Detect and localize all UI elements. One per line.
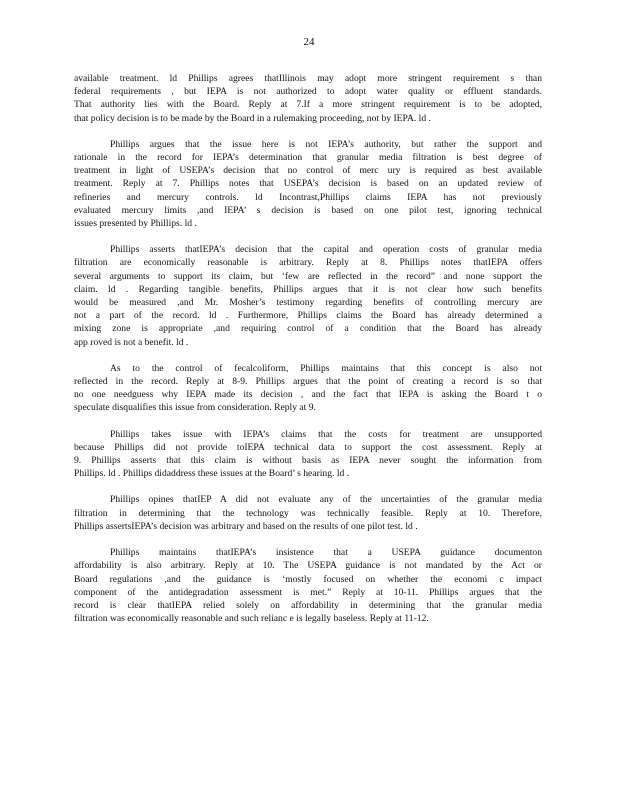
text-line: Phillips assertsIEPA’s decision was arbitrary and based on the results of one pilot test. ld . [74,520,418,532]
text-line: filtration in determining that the technology was technically feasible. Reply at 10. Therefore, [74,507,542,519]
body-paragraph [74,428,542,481]
text-line: treatment in light of USEPA’s decision that no control of merc ury is required as best available [74,165,542,177]
text-line: treatment. Reply at 7. Phillips notes that USEPA’s decision is based on an updated review of [74,178,542,190]
page-number: 24 [303,36,315,48]
text-line: filtration was economically reasonable and such relianc e is legally baseless. Reply at 11-12. [74,613,429,625]
text-line: component of the antidegradation assessment is met.” Reply at 10-11. Phillips argues that the [74,586,542,598]
text-line: would be measured ,and Mr. Mosher’s testimony regarding benefits of controlling mercury are [74,297,542,309]
document-body [74,72,542,638]
text-line: refineries and mercury controls. ld Incontrast,Phillips claims IEPA has not previously [74,191,542,203]
text-line: Board regulations ,and the guidance is ‘mostly focused on whether the economi c impact [74,573,542,585]
text-line: mixing zone is appropriate ,and requiring control of a condition that the Board has already [74,323,542,335]
body-paragraph [74,546,542,625]
text-line: several arguments to support its claim, but ‘few are reflected in the record” and none support the [74,270,542,282]
text-line: affordability is also arbitrary. Reply at 10. The USEPA guidance is not mandated by the Act or [74,560,542,572]
text-line: 9. Phillips asserts that this claim is without basis as IEPA never sought the information from [74,455,542,467]
text-line: app roved is not a benefit. ld . [74,336,189,348]
text-line: federal requirements , but IEPA is not authorized to adopt water quality or effluent standards. [74,86,542,98]
text-line: Phillips argues that the issue here is not IEPA’s authority, but rather the support and [110,138,542,150]
text-line: available treatment. ld Phillips agrees thatIllinois may adopt more stringent requirement s than [74,73,542,84]
text-line: As to the control of fecalcoliform, Phillips maintains that this concept is also not [110,362,542,374]
text-line: record is clear thatIEPA relied solely on affordability in determining that the granular media [74,599,542,611]
text-line: Phillips takes issue with IEPA’s claims that the costs for treatment are unsupported [110,428,542,440]
text-line: claim. ld . Regarding tangible benefits, Phillips argues that it is not clear how such benefits [74,283,542,295]
text-line: Phillips maintains thatIEPA’s insistence that a USEPA guidance documenton [110,547,542,559]
text-line: evaluated mercury limits ,and IEPA’ s decision is based on one pilot test, ignoring technical [74,204,542,216]
body-paragraph [74,362,542,415]
body-paragraph [74,493,542,533]
text-line: because Phillips did not provide toIEPA technical data to support the cost assessment. Reply at [74,441,542,453]
text-line: no one needguess why IEPA made its decision , and the fact that IEPA is asking the Board t o [74,389,542,401]
text-line: filtration are economically reasonable is arbitrary. Reply at 8. Phillips notes thatIEPA offers [74,257,542,269]
text-line: speculate disqualifies this issue from consideration. Reply at 9. [74,402,316,414]
body-paragraph [74,72,542,125]
text-line: rationale in the record for IEPA’s determination that granular media filtration is best degree of [74,152,542,164]
text-line: Phillips asserts thatIEPA’s decision that the capital and operation costs of granular media [110,244,542,256]
body-paragraph [74,138,542,230]
text-line: that policy decision is to be made by the Board in a rulemaking proceeding, not by IEPA. ld . [74,112,431,124]
text-line: issues presented by Phillips. ld . [74,218,197,230]
text-line: That authority lies with the Board. Reply at 7.If a more stringent requirement is to be adopted, [74,99,542,111]
text-line: reflected in the record. Reply at 8-9. Phillips argues that the point of creating a record is so that [74,376,542,388]
text-line: Phillips opines thatIEP A did not evaluate any of the uncertainties of the granular media [110,494,542,506]
text-line: not a part of the record. ld . Furthermore, Phillips claims the Board has already determined a [74,310,542,322]
text-line: Phillips. ld . Phillips didaddress these issues at the Board’ s hearing. ld . [74,468,350,480]
body-paragraph [74,243,542,349]
